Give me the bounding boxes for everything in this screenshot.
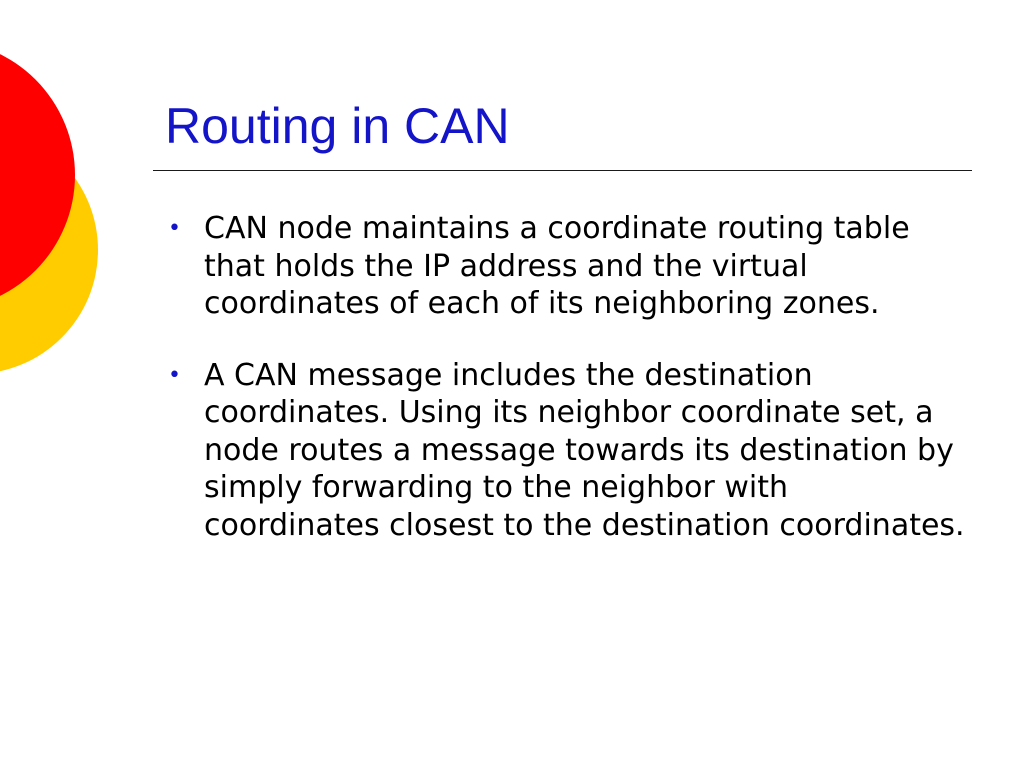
bullet-dot-icon: • xyxy=(168,216,181,241)
bullet-text: CAN node maintains a coordinate routing table that holds the IP address and the virtual coordinates of each of its neighboring zones. xyxy=(204,211,910,321)
bullet-dot-icon: • xyxy=(168,362,181,388)
bullet-list xyxy=(168,210,968,578)
bullet-text: A CAN message includes the destination coordinates. Using its neighbor coordinate set, a node routes a message towards its destination by simply forwarding to the neighbor with coordinates closest to the destination coordinates. xyxy=(204,357,965,543)
bullet-item xyxy=(168,210,968,323)
decorative-circles xyxy=(0,0,120,420)
slide-title: Routing in CAN xyxy=(165,98,510,154)
title-divider xyxy=(153,170,972,171)
bullet-item xyxy=(168,357,968,545)
